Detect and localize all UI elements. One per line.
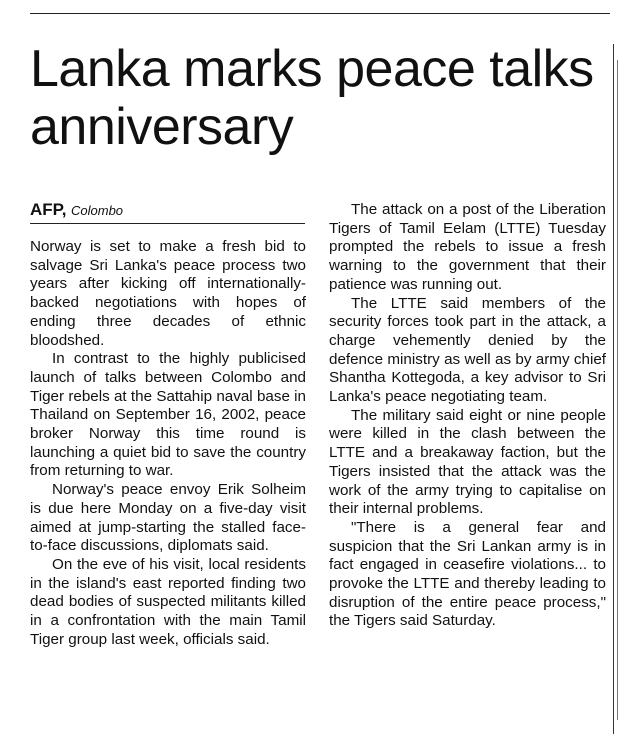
- top-rule: [30, 13, 610, 14]
- page-edge-rule: [613, 44, 614, 734]
- paragraph: The LTTE said members of the security forces took part in the attack, a charge vehemently denied by the defence ministry as well as by army chief Shantha Kottegoda, a key advisor to Sri Lanka's peace negotiating team.: [329, 294, 606, 406]
- paragraph: "There is a general fear and suspicion that the Sri Lankan army is in fact engaged in ceasefire violations... to provoke the LTTE and thereby leading to disruption of the entire peace process," the Tigers said Saturday.: [329, 518, 606, 630]
- article-column-left: [30, 238, 306, 649]
- byline: [30, 200, 305, 224]
- paragraph: Norway is set to make a fresh bid to salvage Sri Lanka's peace process two years after kicking off internationally-backed negotiations with hopes of ending three decades of ethnic bloodshed.: [30, 238, 306, 349]
- paragraph: The military said eight or nine people were killed in the clash between the LTTE and a breakaway faction, but the Tigers insisted that the attack was the work of the army trying to capitalise on their internal problems.: [329, 406, 606, 518]
- paragraph: Norway's peace envoy Erik Solheim is due here Monday on a five-day visit aimed at jump-starting the stalled face-to-face discussions, diplomats said.: [30, 481, 306, 555]
- headline: Lanka marks peace talks anniversary: [30, 40, 594, 156]
- byline-location: Colombo: [71, 203, 124, 218]
- paragraph: In contrast to the highly publicised launch of talks between Colombo and Tiger rebels at the Sattahip naval base in Thailand on September 16, 2002, peace broker Norway this time round is launching a quiet bid to save the country from returning to war.: [30, 350, 306, 480]
- page-edge-rule-inner: [617, 60, 618, 720]
- byline-agency: AFP,: [30, 200, 67, 219]
- article-column-right: [329, 201, 606, 631]
- paragraph: The attack on a post of the Liberation Tigers of Tamil Eelam (LTTE) Tuesday prompted the rebels to issue a fresh warning to the government that their patience was running out.: [329, 201, 606, 293]
- paragraph: On the eve of his visit, local residents in the island's east reported finding two dead bodies of suspected militants killed in a confrontation with the main Tamil Tiger group last week, officials said.: [30, 555, 306, 648]
